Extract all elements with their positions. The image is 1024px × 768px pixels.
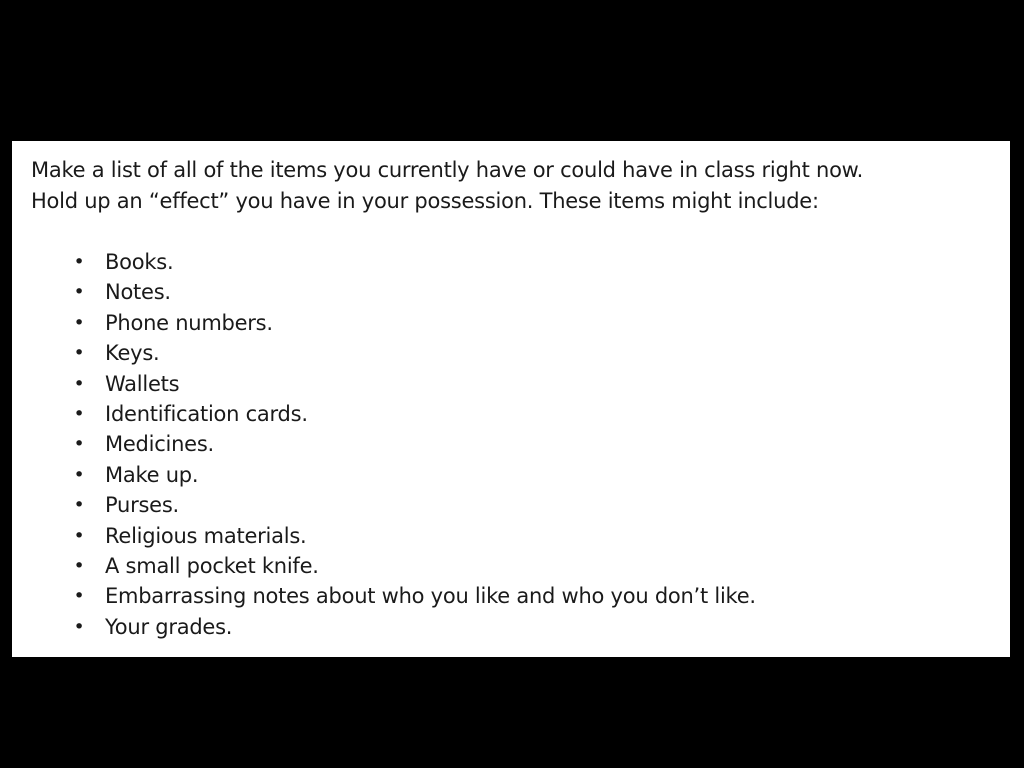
bullet-icon: • xyxy=(73,494,85,517)
list-item-text: Identification cards. xyxy=(105,402,308,427)
intro-line-1: Make a list of all of the items you currently have or could have in class right now. xyxy=(31,158,864,182)
items-list xyxy=(31,247,1010,642)
list-item xyxy=(31,247,1010,277)
bullet-icon: • xyxy=(73,585,85,608)
list-item xyxy=(31,490,1010,520)
list-item-text: Religious materials. xyxy=(105,523,307,548)
list-item xyxy=(31,277,1010,307)
list-item-text: Medicines. xyxy=(105,432,214,457)
list-item xyxy=(31,551,1010,581)
bullet-icon: • xyxy=(73,342,85,365)
bullet-icon: • xyxy=(73,403,85,426)
content-panel xyxy=(12,141,1010,657)
bullet-icon: • xyxy=(73,463,85,486)
bullet-icon: • xyxy=(73,433,85,456)
list-item-text: Purses. xyxy=(105,493,179,518)
list-item-text: Books. xyxy=(105,250,174,274)
list-item-text: A small pocket knife. xyxy=(105,554,319,579)
list-item xyxy=(31,581,1010,611)
list-item-text: Keys. xyxy=(105,341,160,366)
bullet-icon: • xyxy=(73,372,85,395)
list-item xyxy=(31,460,1010,490)
bullet-icon: • xyxy=(73,615,85,638)
list-item xyxy=(31,429,1010,459)
list-item-text: Make up. xyxy=(105,462,199,487)
bullet-icon: • xyxy=(73,281,85,304)
intro-paragraph xyxy=(31,155,1010,217)
list-item xyxy=(31,521,1010,551)
list-item xyxy=(31,369,1010,399)
list-item-text: Wallets xyxy=(105,371,180,396)
list-item-text: Embarrassing notes about who you like and who you don’t like. xyxy=(105,584,756,609)
list-item-text: Your grades. xyxy=(105,614,233,639)
bullet-icon: • xyxy=(73,251,85,273)
bullet-icon: • xyxy=(73,524,85,547)
bullet-icon: • xyxy=(73,311,85,334)
list-item xyxy=(31,612,1010,642)
list-item xyxy=(31,399,1010,429)
list-item xyxy=(31,338,1010,368)
list-item xyxy=(31,308,1010,338)
bullet-icon: • xyxy=(73,555,85,578)
list-item-text: Notes. xyxy=(105,280,171,305)
intro-line-2: Hold up an “effect” you have in your possession. These items might include: xyxy=(31,189,819,213)
list-item-text: Phone numbers. xyxy=(105,310,273,335)
